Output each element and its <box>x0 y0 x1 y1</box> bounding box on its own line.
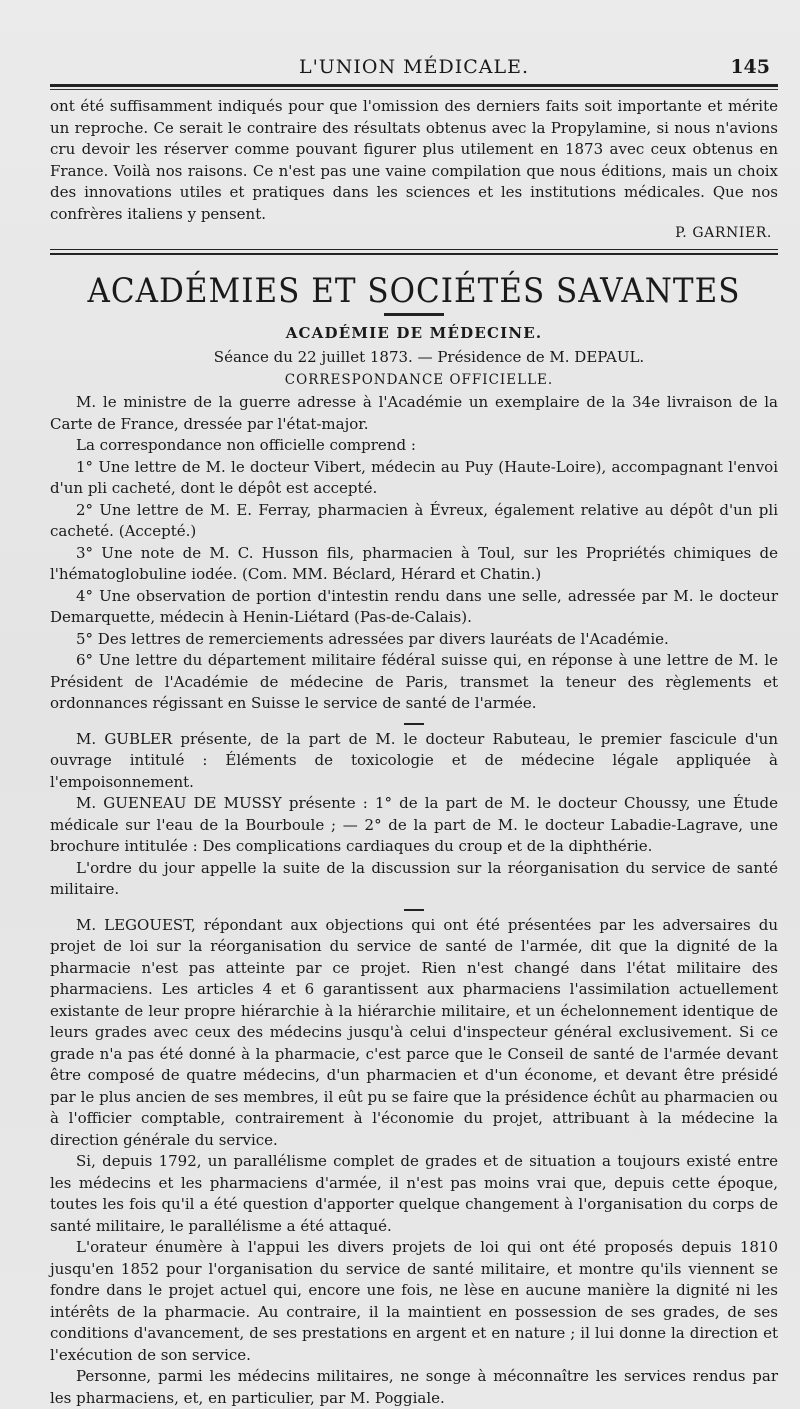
page-number: 145 <box>730 56 770 78</box>
author-signature: P. GARNIER. <box>675 225 772 241</box>
section-title: ACADÉMIES ET SOCIÉTÉS SAVANTES <box>87 271 741 311</box>
session-line: Séance du 22 juillet 1873. — Présidence de M. DEPAUL. <box>213 348 645 366</box>
paragraph: 6° Une lettre du département militaire fédéral suisse qui, en réponse à une lettre de M. le Président de l'Académie de médecine de Paris, transmet la teneur des règlements et ordonnances régissant en Suisse le service de santé de l'armée. <box>50 651 778 712</box>
paragraph: La correspondance non officielle comprend : <box>76 436 416 454</box>
header-rule <box>50 84 778 87</box>
short-separator <box>404 909 424 911</box>
paragraph: 5° Des lettres de remerciements adressées par divers lauréats de l'Académie. <box>76 629 669 648</box>
page-header <box>50 0 778 84</box>
paragraph: L'orateur énumère à l'appui les divers projets de loi qui ont été proposés depuis 1810 jusqu'en 1852 pour l'organisation du service de santé militaire, et montre qu'ils viennent se fondre dans le projet actuel qui, encore une fois, ne lèse en aucune manière la dignité ni les intérêts de la pharmacie. Au contraire, il la maintient en possession de ses grades, de ses conditions d'avancement, de ses prestations en argent et en nature ; il lui donne la direction et l'exécution de son service. <box>50 1238 778 1364</box>
correspondence-heading: CORRESPONDANCE OFFICIELLE. <box>284 372 554 388</box>
paragraph: L'ordre du jour appelle la suite de la discussion sur la réorganisation du service de santé militaire. <box>50 858 778 898</box>
paragraph: 4° Une observation de portion d'intestin rendu dans une selle, adressée par M. le docteur Demarquette, médecin à Henin-Liétard (Pas-de-Calais). <box>50 586 778 626</box>
paragraph: M. LEGOUEST, répondant aux objections qui ont été présentées par les adversaires du projet de loi sur la réorganisation du service de santé de l'armée, dit que la dignité de la pharmacie n'est pas atteinte par ce projet. Rien n'est changé dans l'état militaire des pharmaciens. Les articles 4 et 6 garantissent aux pharmaciens l'assimilation actuellement existante de leur propre hiérarchie à la hiérarchie militaire, et un échelonnement identique de leurs grades avec ceux des médecins jusqu'à celui d'inspecteur général exclusivement. Si ce grade n'a pas été donné à la pharmacie, c'est parce que le Conseil de santé de l'armée devant être composé de quatre médecins, d'un pharmacien et d'un économe, et devant être présidé par le plus ancien de ses membres, il eût pu se faire que la présidence échût au pharmacien ou à l'officier comptable, contrairement à l'économie du projet, attribuant à la médecine la direction générale du service. <box>50 915 778 1149</box>
paragraph: M. GUBLER présente, de la part de M. le docteur Rabuteau, le premier fascicule d'un ouvrage intitulé : Éléments de toxicologie et de médecine légale appliquée à l'empoisonnement. <box>50 729 778 791</box>
paragraph: 3° Une note de M. C. Husson fils, pharmacien à Toul, sur les Propriétés chimiques de l'hématoglobuline iodée. (Com. MM. Béclard, Hérard et Chatin.) <box>50 543 778 583</box>
subsection-title: ACADÉMIE DE MÉDECINE. <box>285 324 543 342</box>
section-separator <box>50 249 778 255</box>
paragraph: 2° Une lettre de M. E. Ferray, pharmacien à Évreux, également relative au dépôt d'un pli cacheté. (Accepté.) <box>50 500 778 540</box>
short-separator <box>404 723 424 725</box>
paragraph: Si, depuis 1792, un parallélisme complet de grades et de situation a toujours existé entre les médecins et les pharmaciens d'armée, il n'est pas moins vrai que, depuis cette époque, toutes les fois qu'il a été question d'apporter quelque changement à l'organisation du corps de santé militaire, le parallélisme a été attaqué. <box>50 1152 778 1235</box>
header-rule-thin <box>50 89 778 90</box>
intro-paragraph: ont été suffisamment indiqués pour que l'omission des derniers faits soit importante et mérite un reproche. Ce serait le contraire des résultats obtenus avec la Propylamine, si nous n'avions cru devoir les réserver comme pouvant figurer plus utilement en 1873 avec ceux obtenus en France. Voilà nos raisons. Ce n'est pas une vaine compilation que nous éditions, mais un choix des innovations utiles et pratiques dans les sciences et les institutions médicales. Que nos confrères italiens y pensent. <box>50 97 778 223</box>
paragraph: M. le ministre de la guerre adresse à l'Académie un exemplaire de la 34e livraison de la Carte de France, dressée par l'état-major. <box>50 393 778 433</box>
paragraph: Personne, parmi les médecins militaires, ne songe à méconnaître les services rendus par les pharmaciens, et, en particulier, par M. Poggiale. <box>50 1367 778 1407</box>
paragraph: M. GUENEAU DE MUSSY présente : 1° de la part de M. le docteur Choussy, une Étude médicale sur l'eau de la Bourboule ; — 2° de la part de M. le docteur Labadie-Lagrave, une brochure intitulée : Des complications cardiaques du croup et de la diphthérie. <box>50 794 778 855</box>
section-divider <box>384 313 444 316</box>
paragraph: 1° Une lettre de M. le docteur Vibert, médecin au Puy (Haute-Loire), accompagnant l'envoi d'un pli cacheté, dont le dépôt est accepté. <box>50 457 778 497</box>
running-title: L'UNION MÉDICALE. <box>298 56 530 78</box>
